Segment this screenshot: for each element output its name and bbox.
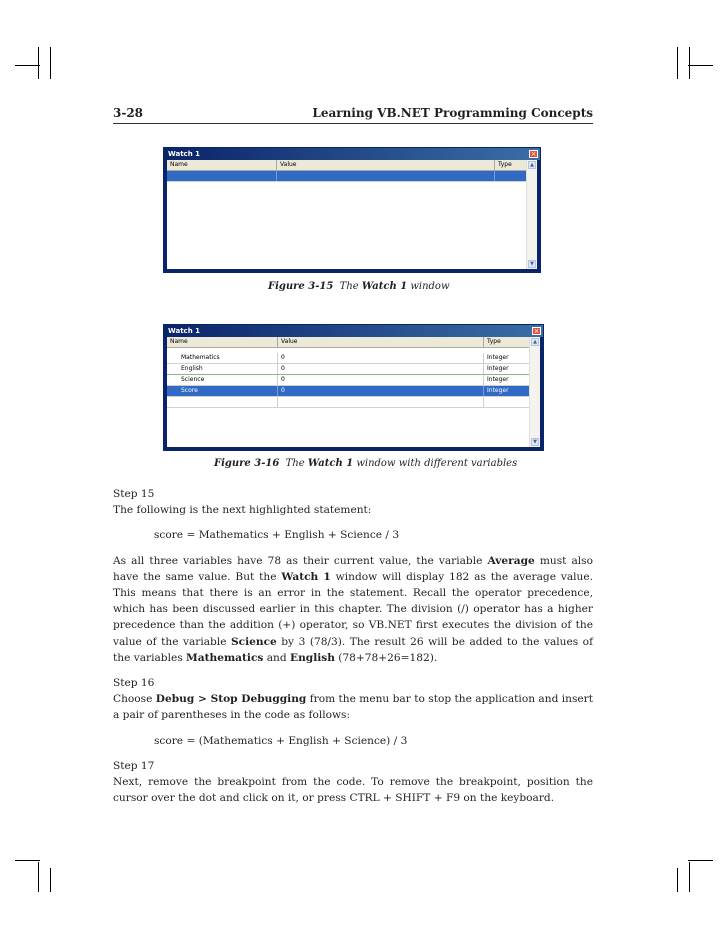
scroll-up-icon[interactable]: ▲ bbox=[528, 161, 536, 169]
column-header-name[interactable]: Name bbox=[167, 337, 278, 347]
table-cell[interactable] bbox=[484, 397, 532, 407]
scroll-down-icon[interactable]: ▼ bbox=[528, 260, 536, 268]
table-row[interactable] bbox=[167, 353, 532, 364]
caption-label: Figure 3-15 bbox=[268, 281, 334, 292]
column-header-type[interactable]: Type bbox=[484, 337, 532, 347]
table-row[interactable] bbox=[167, 397, 532, 408]
running-header bbox=[113, 106, 593, 124]
variable-value[interactable]: 0 bbox=[278, 364, 484, 374]
scroll-down-icon[interactable]: ▼ bbox=[531, 438, 539, 446]
body-text bbox=[113, 486, 593, 806]
variable-type[interactable]: Integer bbox=[484, 364, 532, 374]
table-row[interactable] bbox=[167, 171, 529, 182]
variable-value[interactable]: 0 bbox=[278, 386, 484, 396]
title-bar[interactable] bbox=[164, 148, 540, 160]
header-rule bbox=[113, 123, 593, 124]
variable-name[interactable]: Score bbox=[167, 386, 278, 396]
watch-window-variables bbox=[163, 324, 544, 451]
column-header-value[interactable]: Value bbox=[278, 337, 484, 347]
column-header-name[interactable]: Name bbox=[167, 160, 277, 170]
explanation-paragraph: As all three variables have 78 as their current value, the variable Average must also have the same value. But the Watch 1 window will display 182 as the average value. This means that there is an error in the statement. Recall the operator precedence, which has been discussed earlier in this chapter. The division (/) operator has a higher precedence than the addition (+) operator, so VB.NET first executes the division of the value of the variable Science by 3 (78/3). The result 26 will be added to the values of the variables Mathematics and English (78+78+26=182). bbox=[113, 554, 593, 664]
close-icon[interactable]: × bbox=[533, 327, 540, 335]
variable-type[interactable]: Integer bbox=[484, 386, 532, 396]
title-bar[interactable] bbox=[164, 325, 543, 337]
table-row[interactable] bbox=[167, 375, 532, 386]
table-row[interactable] bbox=[167, 386, 532, 397]
watch-grid bbox=[167, 337, 540, 447]
window-title: Watch 1 bbox=[168, 150, 200, 158]
code-statement-2: score = (Mathematics + English + Science) / 3 bbox=[154, 734, 408, 747]
table-cell[interactable] bbox=[167, 171, 277, 181]
watch-grid bbox=[167, 160, 537, 269]
column-header-value[interactable]: Value bbox=[277, 160, 495, 170]
table-cell[interactable] bbox=[495, 171, 529, 181]
table-cell[interactable] bbox=[277, 171, 495, 181]
watch-window-empty bbox=[163, 147, 541, 273]
column-header-type[interactable]: Type bbox=[495, 160, 529, 170]
vertical-scrollbar[interactable] bbox=[529, 337, 540, 447]
step-15-heading: Step 15 bbox=[113, 488, 155, 500]
step-17-heading: Step 17 bbox=[113, 759, 155, 772]
variable-name[interactable]: Mathematics bbox=[167, 353, 278, 363]
variable-name[interactable]: English bbox=[167, 364, 278, 374]
step-15-intro: The following is the next highlighted statement: bbox=[113, 504, 372, 517]
step-16-instruction: Choose Debug > Stop Debugging from the menu bar to stop the application and insert a pair of parentheses in the code as follows: bbox=[113, 693, 593, 722]
variable-value[interactable]: 0 bbox=[278, 353, 484, 363]
vertical-scrollbar[interactable] bbox=[526, 160, 537, 269]
scroll-up-icon[interactable]: ▲ bbox=[531, 338, 539, 346]
caption-label: Figure 3-16 bbox=[214, 458, 280, 469]
table-cell[interactable] bbox=[278, 397, 484, 407]
table-cell[interactable] bbox=[167, 397, 278, 407]
step-17-instruction: Next, remove the breakpoint from the code. To remove the breakpoint, position the cursor over the dot and click on it, or press CTRL + SHIFT + F9 on the keyboard. bbox=[113, 776, 593, 805]
figure-caption-3-16: Figure 3-16 The Watch 1 window with different variables bbox=[214, 458, 518, 469]
variable-name[interactable]: Science bbox=[167, 375, 278, 385]
variable-value[interactable]: 0 bbox=[278, 375, 484, 385]
variable-type[interactable]: Integer bbox=[484, 353, 532, 363]
table-row[interactable] bbox=[167, 364, 532, 375]
page-number: 3-28 bbox=[113, 106, 144, 120]
variable-type[interactable]: Integer bbox=[484, 375, 532, 385]
step-16-heading: Step 16 bbox=[113, 677, 155, 690]
running-title: Learning VB.NET Programming Concepts bbox=[312, 106, 593, 120]
window-title: Watch 1 bbox=[168, 327, 200, 335]
close-icon[interactable]: × bbox=[530, 150, 537, 158]
code-statement-1: score = Mathematics + English + Science / 3 bbox=[154, 529, 400, 542]
figure-caption-3-15: Figure 3-15 The Watch 1 window bbox=[268, 281, 450, 292]
